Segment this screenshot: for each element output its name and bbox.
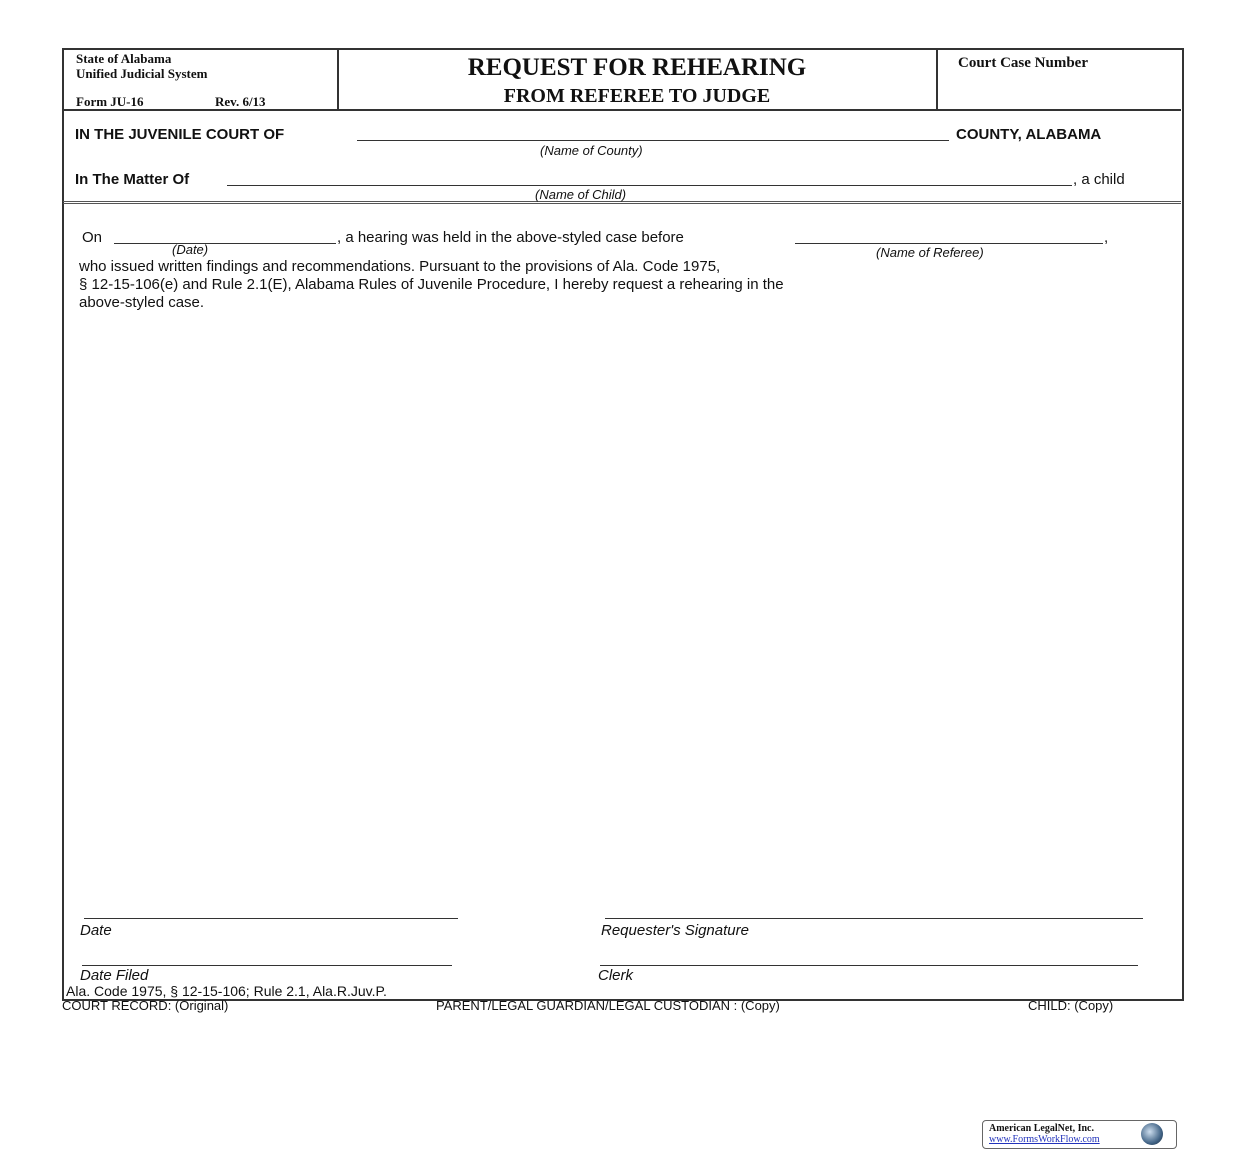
- citation: Ala. Code 1975, § 12-15-106; Rule 2.1, Ala.R.Juv.P.: [66, 983, 387, 999]
- referee-caption: (Name of Referee): [876, 245, 984, 260]
- logo-link[interactable]: www.FormsWorkFlow.com: [989, 1134, 1100, 1145]
- hearing-date-field[interactable]: [114, 243, 336, 244]
- body-on: On: [82, 229, 103, 246]
- case-number-field[interactable]: [940, 72, 1178, 106]
- distribution-child: CHILD: (Copy): [1028, 998, 1114, 1013]
- date-filed-label: Date Filed: [80, 967, 149, 984]
- court-suffix: COUNTY, ALABAMA: [956, 126, 1102, 143]
- distribution-court-record: COURT RECORD: (Original): [62, 998, 229, 1013]
- date-label: Date: [80, 922, 112, 939]
- county-field[interactable]: [357, 140, 949, 141]
- date-caption: (Date): [172, 242, 209, 257]
- body-text: ,: [1104, 229, 1109, 246]
- logo-company: American LegalNet, Inc.: [989, 1123, 1094, 1134]
- body-text: , a hearing was held in the above-styled case before: [337, 229, 684, 246]
- court-prefix: IN THE JUVENILE COURT OF: [75, 126, 285, 143]
- body-text: above-styled case.: [79, 294, 205, 311]
- page-subtitle: FROM REFEREE TO JUDGE: [503, 85, 771, 107]
- body-text: who issued written findings and recommendations. Pursuant to the provisions of Ala. Code 1975,: [79, 258, 721, 275]
- revision: Rev. 6/13: [215, 94, 266, 109]
- system-label: Unified Judicial System: [76, 66, 208, 81]
- form-number: Form JU-16: [76, 94, 144, 109]
- globe-icon: [1141, 1123, 1163, 1145]
- requester-signature-field[interactable]: [605, 918, 1143, 919]
- divider: [936, 49, 938, 110]
- child-name-field[interactable]: [227, 185, 1072, 186]
- page-title: REQUEST FOR REHEARING: [467, 54, 807, 81]
- county-caption: (Name of County): [540, 143, 643, 158]
- case-number-label: Court Case Number: [958, 55, 1088, 71]
- referee-name-field[interactable]: [795, 243, 1103, 244]
- date-field[interactable]: [84, 918, 458, 919]
- matter-suffix: , a child: [1073, 171, 1125, 188]
- state-label: State of Alabama: [76, 51, 172, 66]
- clerk-label: Clerk: [598, 967, 634, 984]
- child-caption: (Name of Child): [535, 187, 627, 202]
- requester-signature-label: Requester's Signature: [601, 922, 749, 939]
- matter-prefix: In The Matter Of: [75, 171, 190, 188]
- body-text: § 12-15-106(e) and Rule 2.1(E), Alabama Rules of Juvenile Procedure, I hereby request a rehearing in the: [79, 276, 784, 293]
- date-filed-field[interactable]: [82, 965, 452, 966]
- distribution-parent: PARENT/LEGAL GUARDIAN/LEGAL CUSTODIAN : (Copy): [436, 998, 780, 1013]
- logo-box: [982, 1120, 1177, 1149]
- clerk-field[interactable]: [600, 965, 1138, 966]
